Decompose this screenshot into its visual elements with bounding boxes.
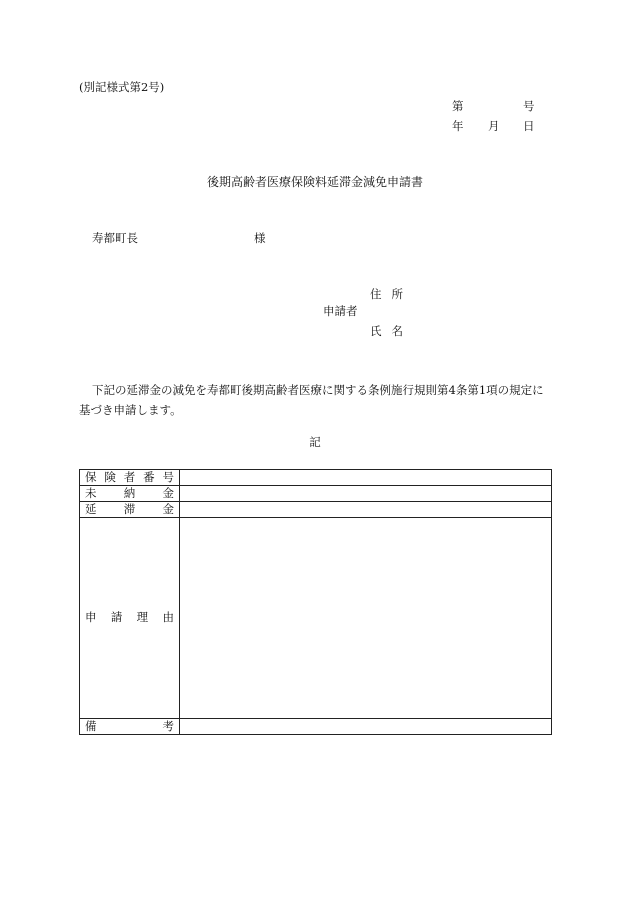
- addressee-name: 寿都町長: [92, 231, 138, 245]
- unpaid-amount-label: [80, 486, 180, 502]
- application-form-table: [79, 469, 552, 735]
- addressee-honorific: 様: [254, 231, 266, 245]
- label-char: 金: [162, 485, 174, 500]
- applicant-name-label: 氏名: [370, 324, 413, 338]
- table-row-remarks: [80, 719, 552, 735]
- label-char: 金: [162, 501, 174, 516]
- insured-number-label: [80, 470, 180, 486]
- application-statement: 下記の延滞金の減免を寿都町後期高齢者医療に関する条例施行規則第4条第1項の規定に基づき申請します。: [79, 383, 544, 417]
- label-char: 滞: [123, 501, 136, 516]
- table-row-late-fee: [80, 502, 552, 518]
- document-title: 後期高齢者医療保険料延滞金減免申請書: [206, 175, 423, 189]
- label-char: 理: [136, 610, 149, 625]
- date-day-label: 日: [523, 119, 535, 133]
- application-reason-label: [80, 518, 180, 719]
- date-month-label: 月: [488, 119, 500, 133]
- form-number-label: (別記様式第2号): [79, 80, 165, 94]
- table-row-insured-number: [80, 470, 552, 486]
- insured-number-field[interactable]: [180, 470, 552, 486]
- label-char: 延: [85, 501, 97, 516]
- table-row-unpaid-amount: [80, 486, 552, 502]
- ki-heading: 記: [309, 435, 321, 449]
- unpaid-amount-field[interactable]: [180, 486, 552, 502]
- label-char: 者: [123, 469, 136, 484]
- label-char: 請: [110, 610, 123, 625]
- document-number-prefix: 第: [452, 99, 464, 113]
- remarks-field[interactable]: [180, 719, 552, 735]
- table-row-application-reason: [80, 518, 552, 719]
- label-char: 番: [143, 469, 155, 484]
- label-char: 保: [85, 469, 97, 484]
- date-year-label: 年: [452, 119, 464, 133]
- label-char: 納: [123, 485, 136, 500]
- label-char: 由: [162, 610, 174, 625]
- application-reason-field[interactable]: [180, 518, 552, 719]
- label-char: 備: [85, 718, 97, 733]
- applicant-address-label: 住所: [370, 287, 413, 301]
- label-char: 号: [162, 469, 174, 484]
- late-fee-field[interactable]: [180, 502, 552, 518]
- label-char: 険: [104, 469, 116, 484]
- late-fee-label: [80, 502, 180, 518]
- label-char: 申: [85, 610, 97, 625]
- label-char: 未: [85, 485, 97, 500]
- label-char: 考: [162, 718, 174, 733]
- document-number-suffix: 号: [523, 99, 535, 113]
- remarks-label: [80, 719, 180, 735]
- applicant-label: 申請者: [323, 304, 358, 318]
